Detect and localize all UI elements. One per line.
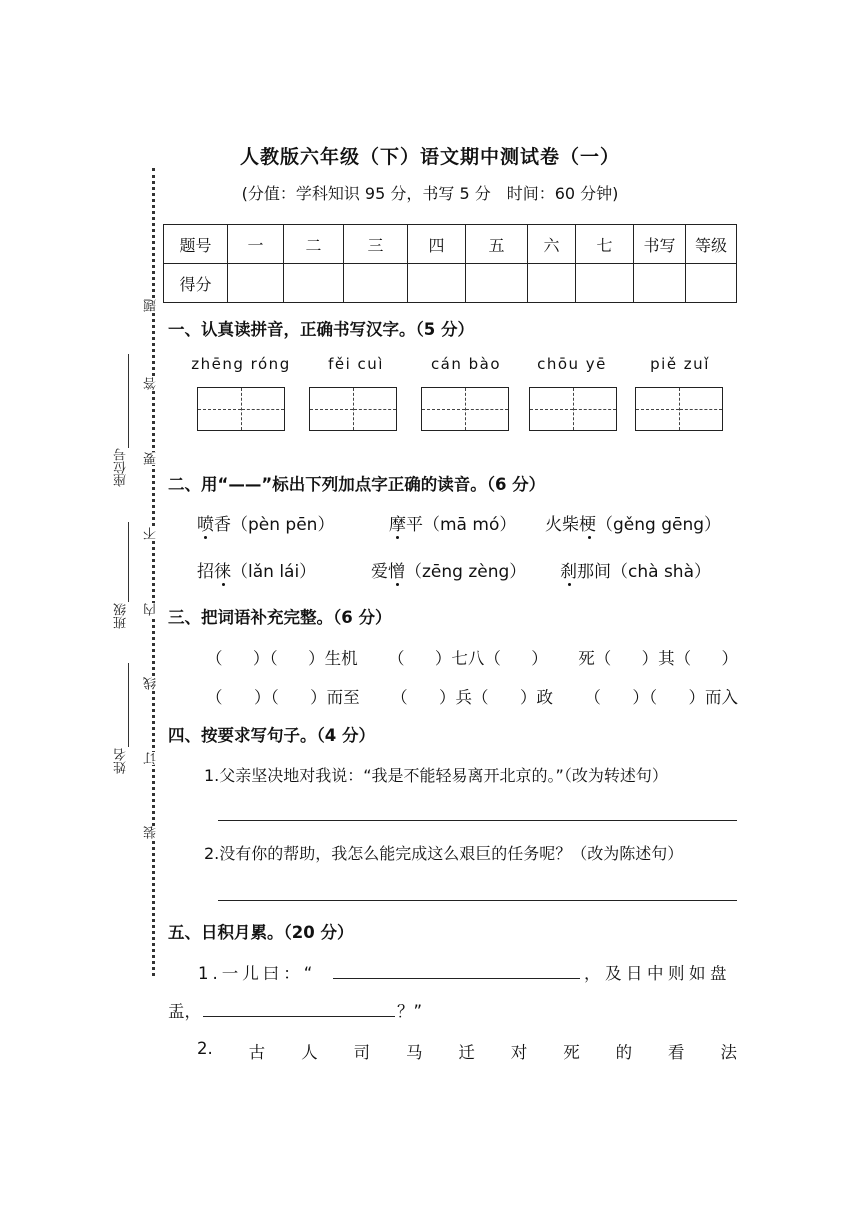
idiom-part: （ — [391, 688, 408, 707]
idiom-part: ）七八（ — [434, 649, 501, 668]
section3-heading: 三、把词语补充完整。（6 分） — [168, 608, 392, 627]
table-header-cell: 题号 — [164, 225, 228, 264]
class-line[interactable] — [128, 522, 129, 602]
answer-line[interactable] — [218, 900, 737, 901]
q2-part: 司 — [353, 1043, 371, 1062]
idiom-part: 死（ — [578, 649, 612, 668]
name-label: 姓名 — [114, 748, 129, 774]
writing-grid[interactable] — [197, 387, 285, 431]
table-header-cell: 一 — [228, 225, 284, 264]
seal-char: 线 — [144, 677, 159, 690]
idiom-part: ）而入 — [688, 688, 738, 707]
idiom-part: ） — [721, 649, 738, 668]
idiom-part: （ — [387, 649, 405, 668]
seal-char: 内 — [144, 603, 159, 616]
sentence-question: 2.没有你的帮助，我怎么能完成这么艰巨的任务呢？（改为陈述句） — [204, 844, 684, 863]
idiom-part: ）其（ — [641, 649, 692, 668]
class-label: 班级 — [114, 603, 129, 629]
table-header-cell: 四 — [408, 225, 466, 264]
writing-grid[interactable] — [421, 387, 509, 431]
q2-part: 法 — [720, 1043, 737, 1062]
emphasis-dot — [204, 536, 207, 539]
emphasis-dot — [222, 583, 225, 586]
table-header-cell: 二 — [284, 225, 344, 264]
idiom-row — [206, 684, 738, 708]
q2-part: 马 — [405, 1043, 423, 1062]
pinyin-label: fěi cuì — [328, 355, 384, 373]
table-header-cell: 等级 — [686, 225, 737, 264]
fill-blank[interactable] — [333, 978, 580, 979]
pinyin-label: zhēng róng — [191, 355, 291, 373]
recite-question-line2-end: ？” — [397, 1002, 423, 1021]
idiom-row — [206, 645, 738, 669]
idiom-part: ）兵（ — [439, 688, 489, 707]
pinyin-label: chōu yē — [537, 355, 607, 373]
table-header-cell: 三 — [344, 225, 408, 264]
score-cell[interactable] — [576, 264, 634, 303]
emphasis-dot — [396, 583, 399, 586]
idiom-part: ） — [531, 649, 548, 668]
answer-line[interactable] — [218, 820, 737, 821]
recite-question-start: 1.一儿曰：“ — [198, 964, 317, 983]
score-cell[interactable] — [528, 264, 576, 303]
recite-question-2 — [197, 1039, 737, 1063]
table-row-label: 得分 — [164, 264, 228, 303]
writing-grid[interactable] — [635, 387, 723, 431]
q2-part: 死 — [563, 1043, 580, 1062]
q2-part: 对 — [510, 1043, 528, 1062]
q2-part: 人 — [301, 1043, 318, 1062]
reading-item: 招徕（lǎn lái） — [197, 562, 317, 582]
q2-part: 2. — [197, 1039, 213, 1058]
exam-title: 人教版六年级（下）语文期中测试卷（一） — [239, 146, 620, 168]
score-cell[interactable] — [466, 264, 528, 303]
emphasis-dot — [588, 536, 591, 539]
q2-part: 看 — [668, 1043, 685, 1062]
idiom-part: ）而至 — [310, 688, 360, 707]
idiom-part: （ — [206, 688, 223, 707]
idiom-part: ）（ — [632, 688, 658, 707]
pinyin-label: cán bào — [430, 355, 502, 373]
table-header-cell: 书写 — [634, 225, 686, 264]
table-header-cell: 五 — [466, 225, 528, 264]
fill-blank[interactable] — [203, 1016, 395, 1017]
recite-question-end: ，及日中则如盘 — [584, 964, 731, 983]
table-header-cell: 六 — [528, 225, 576, 264]
binding-dotted-line — [152, 168, 155, 976]
reading-item: 火柴梗（gěng gēng） — [545, 515, 722, 535]
seal-char: 不 — [144, 527, 159, 540]
score-table-header-row — [164, 225, 737, 264]
table-header-cell: 七 — [576, 225, 634, 264]
idiom-part: ）生机 — [308, 649, 358, 668]
score-cell[interactable] — [284, 264, 344, 303]
score-table-score-row — [164, 264, 737, 303]
reading-item: 刹那间（chà shà） — [560, 562, 711, 582]
score-cell[interactable] — [686, 264, 737, 303]
reading-item: 摩平（mā mó） — [389, 515, 517, 535]
score-cell[interactable] — [228, 264, 284, 303]
writing-grid[interactable] — [309, 387, 397, 431]
exam-subtitle: (分值：学科知识 95 分，书写 5 分 时间：60 分钟) — [241, 184, 619, 203]
seal-char: 答 — [144, 377, 159, 390]
section1-heading: 一、认真读拼音，正确书写汉字。（5 分） — [168, 320, 474, 339]
idiom-part: ）（ — [253, 688, 279, 707]
emphasis-dot — [568, 583, 571, 586]
pinyin-label: piě zuǐ — [650, 355, 710, 373]
section4-heading: 四、按要求写句子。（4 分） — [168, 726, 375, 745]
idiom-part: （ — [206, 649, 223, 668]
emphasis-dot — [396, 536, 399, 539]
idiom-part: （ — [584, 688, 601, 707]
q2-part: 古 — [248, 1043, 266, 1062]
score-cell[interactable] — [408, 264, 466, 303]
score-cell[interactable] — [634, 264, 686, 303]
sentence-question: 1.父亲坚决地对我说：“我是不能轻易离开北京的。”（改为转述句） — [204, 766, 668, 785]
seal-char: 装 — [144, 826, 159, 839]
score-table — [163, 224, 737, 303]
seal-char: 题 — [144, 299, 159, 312]
score-cell[interactable] — [344, 264, 408, 303]
seat-number-line[interactable] — [128, 354, 129, 448]
seal-char: 订 — [144, 752, 159, 765]
name-line[interactable] — [128, 663, 129, 747]
seat-number-label: 座位号 — [114, 448, 129, 487]
reading-item: 爱憎（zēng zèng） — [371, 562, 527, 582]
seal-char: 要 — [144, 452, 159, 465]
q2-part: 的 — [615, 1043, 633, 1062]
idiom-part: ）政 — [519, 688, 553, 707]
recite-question-line2: 盂， — [168, 1002, 201, 1021]
section2-heading: 二、用“——”标出下列加点字正确的读音。（6 分） — [168, 475, 546, 494]
reading-item: 喷香（pèn pēn） — [197, 515, 335, 535]
writing-grid[interactable] — [529, 387, 617, 431]
idiom-part: ）（ — [252, 649, 278, 668]
q2-part: 迁 — [458, 1043, 475, 1062]
section5-heading: 五、日积月累。（20 分） — [168, 923, 354, 942]
